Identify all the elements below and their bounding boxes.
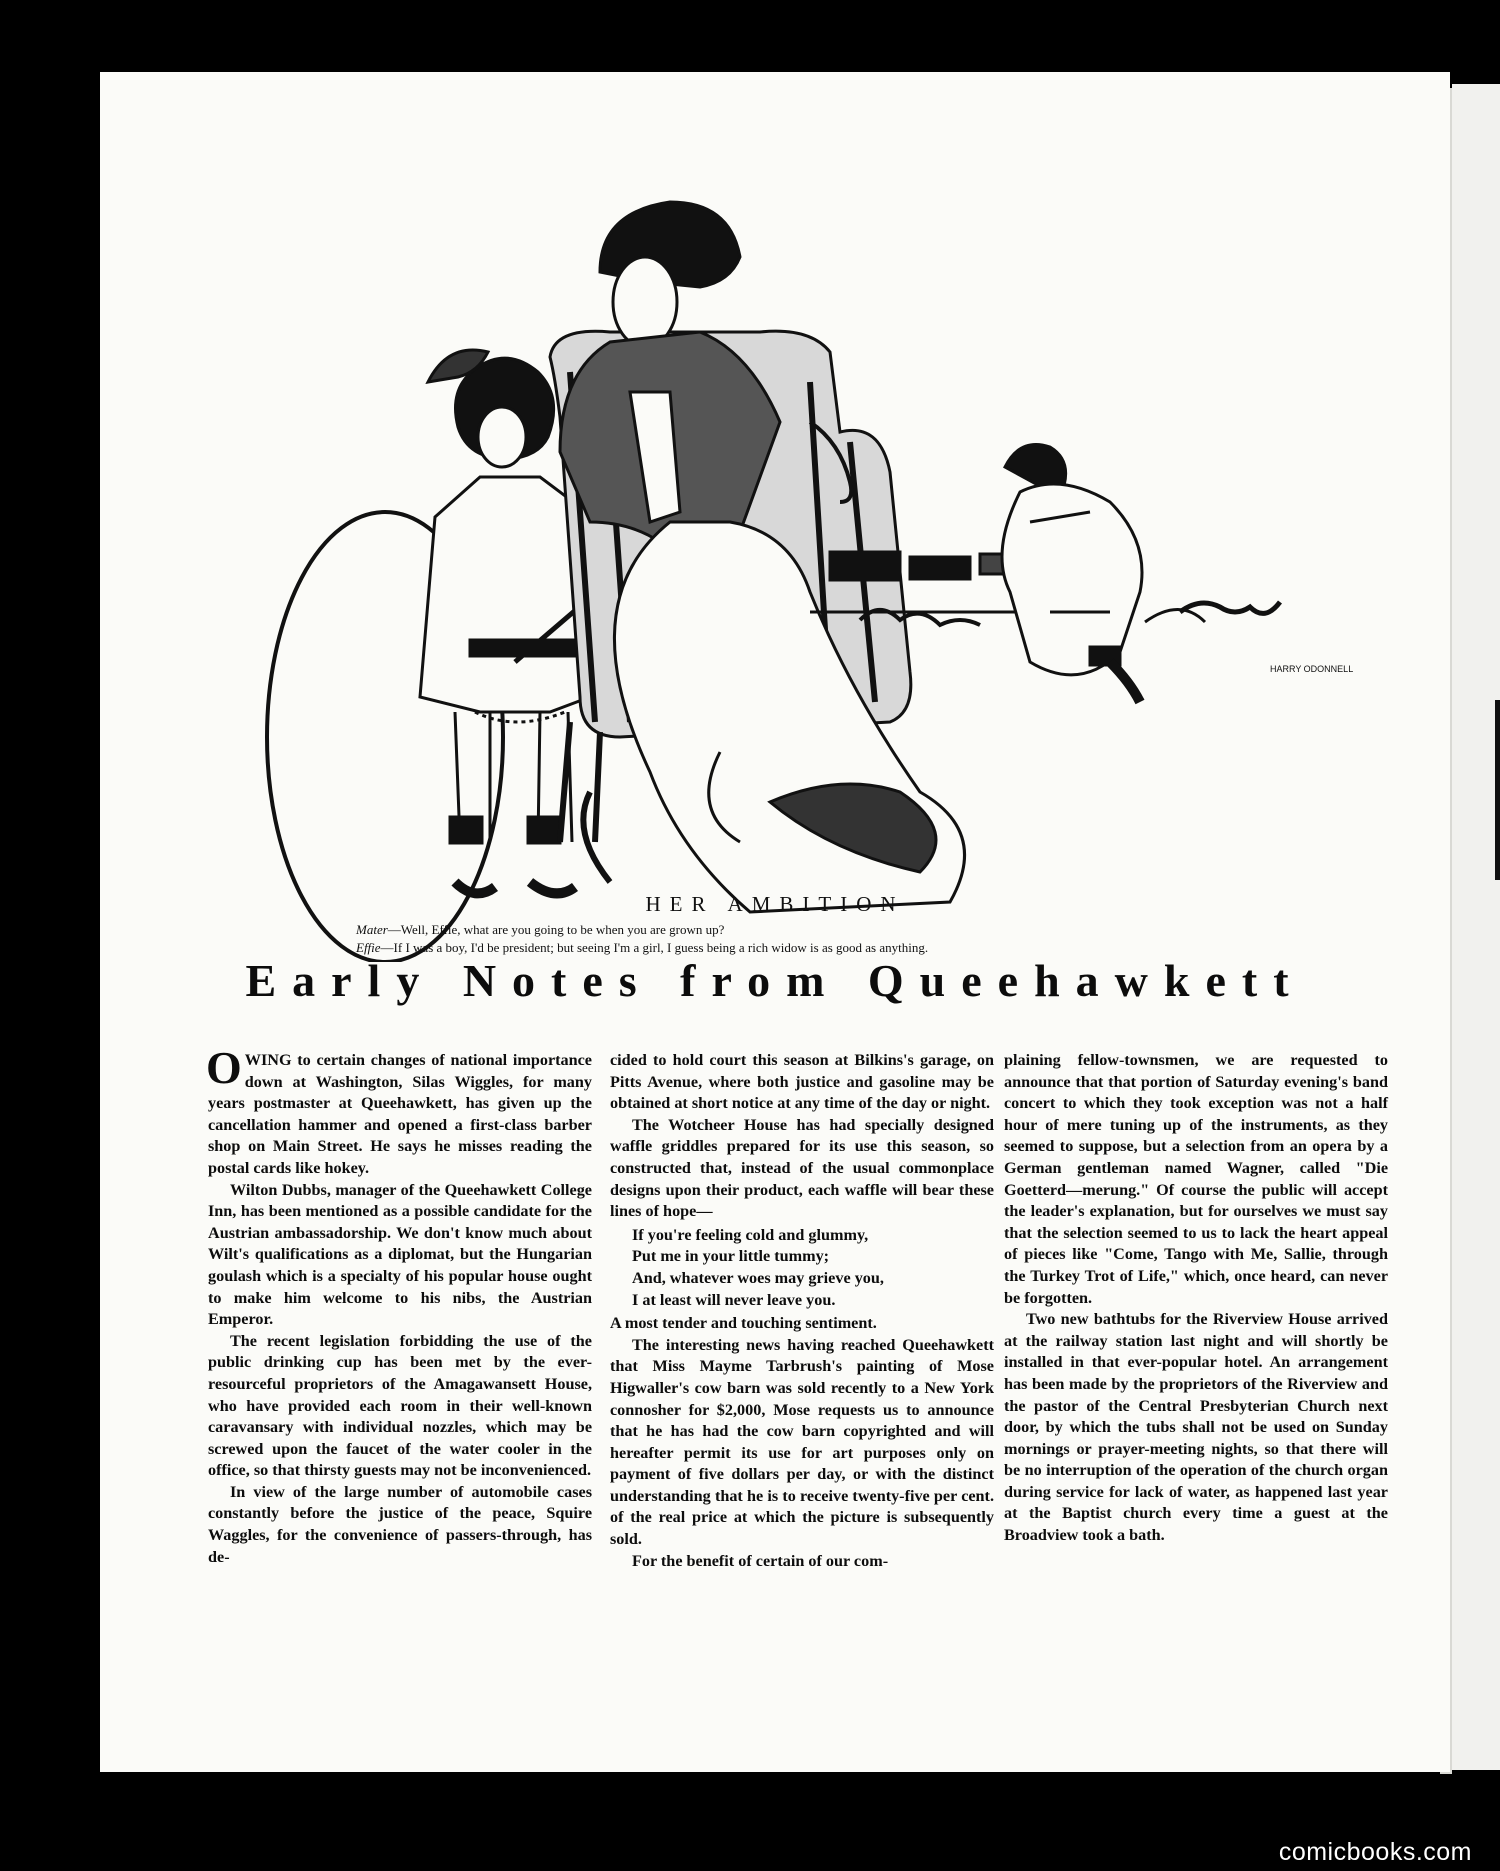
drop-cap: O [206,1042,242,1093]
paragraph: plaining fellow-townsmen, we are requested to announce that that portion of Saturday evening's band concert to which they took exception was not a half hour of mere tuning up of the instruments, as they seemed to suppose, but a selection from an opera by a German gentleman named Wagner, called "Die Goetterd—merung." Of course the public will accept the leader's explanation, but for ourselves we must say that the selection seemed to us to lack the heart appeal of pieces like "Come, Tango with Me, Sallie, through the Turkey Trot of Life," which, once heard, can never be forgotten. [1004,1051,1388,1307]
caption-text-1: —Well, Effie, what are you going to be when you are grown up? [387,922,725,937]
waffle-verse [632,1225,994,1311]
paragraph: Wilton Dubbs, manager of the Queehawkett College Inn, has been mentioned as a possible candidate for the Austrian ambassadorship. We don't know much about Wilt's qualifications as a diplomat, but the Hungarian goulash which is a specialty of his popular house ought to make him welcome to his nibs, the Austrian Emperor. [208,1180,592,1329]
verse-line: Put me in your little tummy; [632,1247,830,1266]
caption-title: HER AMBITION [645,892,905,916]
site-watermark: comicbooks.com [1278,1838,1472,1866]
facing-page-edge [1495,700,1500,880]
boy-figure [1002,445,1280,703]
article-column-2 [610,1050,994,1572]
paragraph: Two new bathtubs for the Riverview House arrived at the railway station last night and will shortly be installed in that ever-popular hotel. An arrangement has been made by the proprietors of the Riverview and the pastor of the Central Presbyterian Church next door, by which the tubs shall not be used on Sunday mornings or prayer-meeting nights, so that there will be no interruption of the operation of the church organ during service for lack of water, as happened last year at the Baptist church every time a guest at the Broadview took a bath. [1004,1310,1388,1545]
article-column-1 [206,1042,592,1568]
paragraph: cided to hold court this season at Bilkins's garage, on Pitts Avenue, where both justice and gasoline may be obtained at short notice at any time of the day or night. [610,1051,994,1113]
paragraph [206,1042,592,1180]
caption-speaker-1: Mater [356,922,388,937]
caption-line-1 [356,922,724,938]
magazine-page [100,72,1450,1772]
paragraph: The Wotcheer House has had specially designed waffle griddles prepared for its use this season, so constructed that, instead of the usual commonplace designs upon their product, each waffle will bear these lines of hope— [610,1115,994,1221]
paragraph: In view of the large number of automobile cases constantly before the justice of the peace, Squire Waggles, for the convenience of passers-through, has de- [208,1482,592,1566]
verse-line: I at least will never leave you. [632,1290,836,1309]
her-ambition-illustration [250,192,1380,962]
paragraph: For the benefit of certain of our com- [632,1551,889,1570]
paragraph: The recent legislation forbidding the use of the public drinking cup has been met by the ever-resourceful proprietors of the Amagawansett House, who have provided each room in their well-known caravansary with individual nozzles, which may be screwed upon the faucet of the water cooler in the office, so that thirsty guests may not be inconvenienced. [208,1331,592,1480]
article-column-3 [1004,1050,1388,1547]
verse-line: If you're feeling cold and glummy, [632,1225,869,1244]
caption-text-2: —If I was a boy, I'd be president; but seeing I'm a girl, I guess being a rich widow is as good as anything. [380,940,929,955]
verse-line: And, whatever woes may grieve you, [632,1268,884,1287]
paragraph-text: WING to certain changes of national importance down at Washington, Silas Wiggles, for many years postmaster at Queehawkett, has given up the cancellation hammer and opened a first-class barber shop on Main Street. He says he misses reading the postal cards like hokey. [208,1051,592,1177]
facing-page-strip [1452,84,1500,1770]
paragraph: The interesting news having reached Queehawkett that Miss Mayme Tarbrush's painting of Mose Higwaller's cow barn was sold recently to a New York connosher for $2,000, Mose requests us to announce that he has had the cow barn copyrighted and will hereafter permit its use for art purposes only on payment of five dollars per day, or with the distinct understanding that he is to receive twenty-five per cent. of the real price at which the picture is subsequently sold. [610,1335,994,1549]
artist-signature: HARRY ODONNELL [1270,664,1354,674]
paragraph: A most tender and touching sentiment. [610,1314,877,1333]
article-headline: Early Notes from Queehawkett [245,955,1305,1006]
caption-speaker-2: Effie [356,940,381,955]
